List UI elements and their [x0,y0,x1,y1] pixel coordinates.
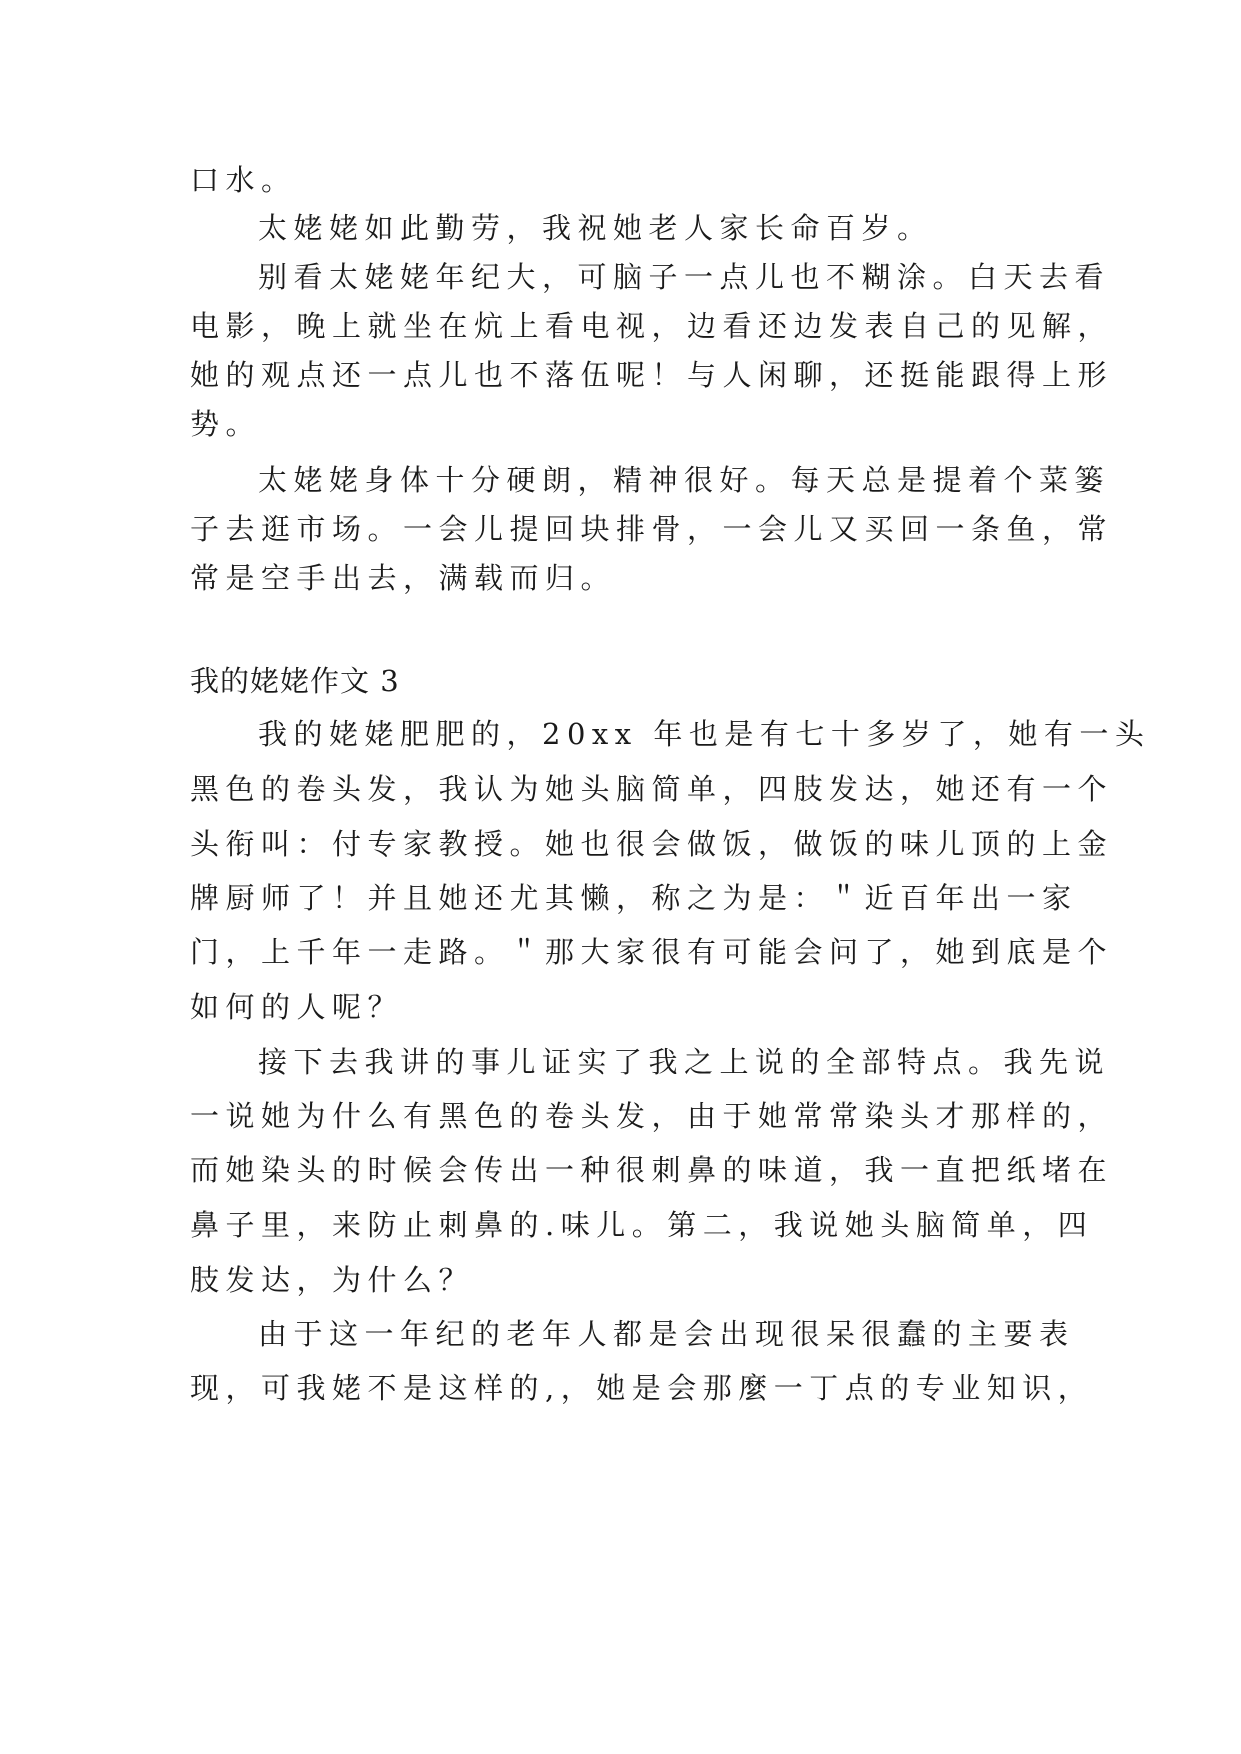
text-line: 牌厨师了！并且她还尤其懒，称之为是：＂近百年出一家 [190,881,1078,915]
text-line: 接下去我讲的事儿证实了我之上说的全部特点。我先说 [258,1045,1111,1079]
text-line: 一说她为什么有黑色的卷头发，由于她常常染头才那样的， [190,1099,1114,1133]
text-line: 太姥姥如此勤劳，我祝她老人家长命百岁。 [258,211,933,245]
text-line: 别看太姥姥年纪大，可脑子一点儿也不糊涂。白天去看 [258,260,1111,294]
text-line: 如何的人呢？ [190,990,404,1024]
text-line: 肢发达，为什么？ [190,1263,475,1297]
text-line: 由于这一年纪的老年人都是会出现很呆很蠢的主要表 [258,1317,1075,1351]
text-line: 口水。 [190,163,297,197]
text-line: 电影，晚上就坐在炕上看电视，边看还边发表自己的见解， [190,309,1114,343]
text-line: 门，上千年一走路。＂那大家很有可能会问了，她到底是个 [190,935,1114,969]
text-line: 她的观点还一点儿也不落伍呢！与人闲聊，还挺能跟得上形 [190,358,1114,392]
text-line: 而她染头的时候会传出一种很刺鼻的味道，我一直把纸堵在 [190,1153,1114,1187]
text-line: 子去逛市场。一会儿提回块排骨，一会儿又买回一条鱼，常 [190,512,1114,546]
text-line: 常是空手出去，满载而归。 [190,561,617,595]
text-line: 黑色的卷头发，我认为她头脑简单，四肢发达，她还有一个 [190,772,1114,806]
text-line: 太姥姥身体十分硬朗，精神很好。每天总是提着个菜篓 [258,463,1111,497]
section-heading: 我的姥姥作文 3 [190,664,400,698]
text-line: 势。 [190,407,262,441]
text-line: 头衔叫：付专家教授。她也很会做饭，做饭的味儿顶的上金 [190,827,1114,861]
text-line: 我的姥姥肥肥的，20xx 年也是有七十多岁了，她有一头 [258,717,1151,751]
text-line: 现，可我姥不是这样的,，她是会那麼一丁点的专业知识， [190,1371,1094,1405]
text-line: 鼻子里，来防止刺鼻的.味儿。第二，我说她头脑简单，四 [190,1208,1094,1242]
